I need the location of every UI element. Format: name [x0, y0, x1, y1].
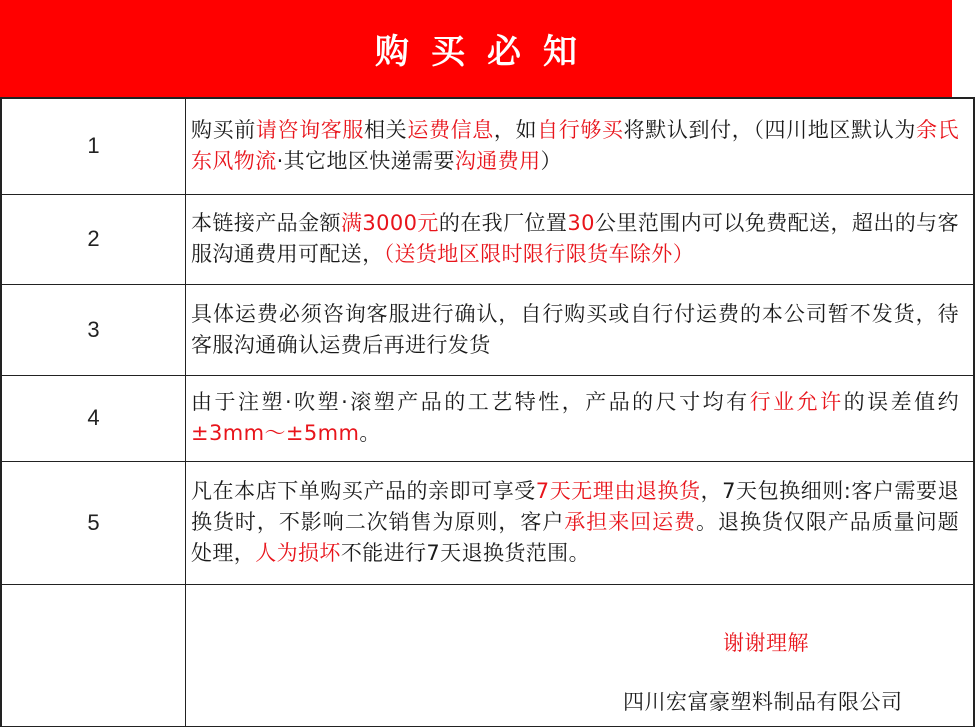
notice-row: [1, 375, 974, 461]
body-text: ·其它地区快递需要: [276, 149, 455, 174]
body-text: 不能进行7天退换货范围。: [340, 541, 590, 565]
row-number: 5: [1, 461, 186, 584]
row-number: 4: [1, 375, 186, 461]
body-text: 的在我厂位置: [438, 211, 568, 235]
highlight-text: （送货地区限时限行限货车除外）: [383, 242, 695, 266]
body-text: 凡在本店下单购买产品的亲即可享受: [191, 479, 536, 503]
body-text: 。退换货仅限产品质量问题处理，: [191, 510, 959, 565]
notice-row: [1, 284, 974, 375]
header-banner: [0, 0, 952, 97]
highlight-text: 人为损坏: [255, 541, 341, 565]
row-text: [186, 375, 975, 461]
highlight-text: 30: [567, 211, 595, 235]
row-text: [186, 284, 975, 375]
row-number: 1: [1, 98, 186, 194]
body-text: 相关: [364, 118, 408, 143]
highlight-text: 满3000元: [340, 211, 439, 235]
row-text: [186, 194, 975, 284]
footer-row: [1, 584, 974, 726]
highlight-text: 行业允许: [749, 390, 844, 414]
notice-table-body: [1, 98, 974, 726]
body-text: 本链接产品金额: [191, 211, 341, 235]
body-text: 具体运费必须咨询客服进行确认，自行购买或自行付运费的本公司暂不发货，待客服沟通确认运费后再进行发货: [191, 301, 959, 357]
body-text: ，7天包换细则:客户需要退换货时，不影响二次销售为原则，客户: [191, 479, 959, 534]
row-number: 2: [1, 194, 186, 284]
body-text: 的误差值约: [843, 390, 959, 414]
body-text: 将默认到付，（四川地区默认为: [623, 118, 916, 143]
notice-row: [1, 194, 974, 284]
notice-row: [1, 98, 974, 194]
body-text: 。: [359, 421, 381, 445]
row-number: 3: [1, 284, 186, 375]
row-text: [186, 98, 975, 194]
highlight-text: 运费信息: [407, 118, 494, 143]
body-text: ）: [540, 149, 562, 174]
footer-empty-cell: [1, 584, 186, 726]
highlight-text: 沟通费用: [454, 149, 541, 174]
footer-cell: [186, 584, 975, 726]
company-name: 四川宏富豪塑料制品有限公司: [623, 689, 903, 714]
highlight-text: 请咨询客服: [255, 118, 365, 143]
highlight-text: ±3mm～±5mm: [191, 421, 360, 445]
notice-table: [0, 97, 975, 727]
highlight-text: 余氏东风物流: [191, 118, 959, 174]
row-text: [186, 461, 975, 584]
highlight-text: 7天无理由退换货: [535, 479, 701, 503]
body-text: 由于注塑·吹塑·滚塑产品的工艺特性，产品的尺寸均有: [191, 390, 750, 414]
page-title: 购买必知: [375, 32, 599, 72]
body-text: ，如: [493, 118, 538, 143]
highlight-text: 自行够买: [537, 118, 624, 143]
body-text: 购买前: [191, 118, 256, 143]
thanks-text: 谢谢理解: [723, 630, 809, 655]
highlight-text: 承担来回运费: [564, 510, 697, 534]
notice-row: [1, 461, 974, 584]
body-text: 公里范围内可以免费配送，超出的与客服沟通费用可配送，: [191, 211, 959, 266]
